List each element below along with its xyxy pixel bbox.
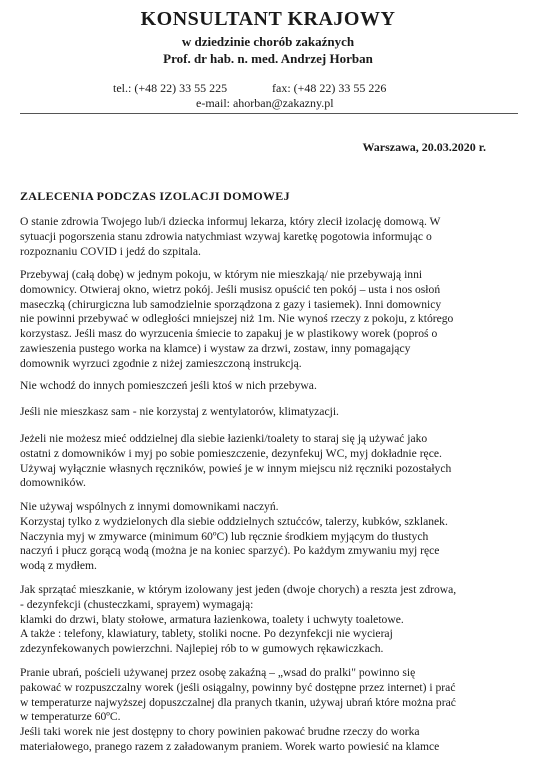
contact-fax: fax: (+48 22) 33 55 226	[272, 81, 387, 95]
paragraph-line: Korzystaj tylko z wydzielonych dla siebie oddzielnych sztućców, talerzy, kubków, szklanek.	[20, 514, 448, 528]
header-title: KONSULTANT KRAJOWY	[140, 8, 396, 30]
paragraph-1	[20, 268, 520, 372]
paragraph-line: w temperaturze 60ºC.	[20, 710, 121, 724]
document-date: Warszawa, 20.03.2020 r.	[362, 140, 486, 154]
paragraph-line: materiałowego, pranego razem z załadowanym praniem. Worek warto powiesić na klamce	[20, 739, 440, 753]
paragraph-line: rozpoznaniu COVID i jedź do szpitala.	[20, 244, 201, 258]
paragraph-0	[20, 215, 520, 259]
paragraph-line: sytuacji pogorszenia stanu zdrowia natychmiast wzywaj karetkę pogotowia informując o	[20, 229, 432, 243]
paragraph-line: O stanie zdrowia Twojego lub/i dziecka informuj lekarza, który zlecił izolację domową. W	[20, 215, 441, 228]
paragraph-line: maseczką (chirurgiczna lub samodzielnie sporządzona z gazy i tasiemek). Inni domownicy	[20, 297, 442, 311]
paragraph-line: Pranie ubrań, pościeli używanej przez osobę zakaźną – „wsad do pralki" powinno się	[20, 666, 416, 679]
paragraph-7	[20, 666, 520, 755]
paragraph-line: Jak sprzątać mieszkanie, w którym izolowany jest jeden (dwoje chorych) a reszta jest zdrowa,	[20, 583, 457, 596]
paragraph-line: Używaj wyłącznie własnych ręczników, powieś je w innym miejscu niż ręczniki pozostałych	[20, 461, 452, 475]
paragraph-line: w temperaturze najwyższej dopuszczalnej dla pranych tkanin, używaj ubrań które można prać	[20, 695, 456, 709]
contact-email: e-mail: ahorban@zakazny.pl	[196, 96, 334, 110]
paragraph-line: A także : telefony, klawiatury, tablety, stoliki nocne. Po dezynfekcji nie wycieraj	[20, 627, 393, 641]
paragraph-line: Jeśli taki worek nie jest dostępny to chory powinien pakować brudne rzeczy do worka	[20, 725, 420, 739]
paragraph-4	[20, 432, 520, 491]
paragraph-line: Przebywaj (całą dobę) w jednym pokoju, w którym nie mieszkają/ nie przebywają inni	[20, 268, 423, 281]
paragraph-line: Naczynia myj w zmywarce (minimum 60ºC) lub ręcznie środkiem myjącym do tłustych	[20, 529, 429, 543]
paragraph-line: Jeżeli nie możesz mieć oddzielnej dla siebie łazienki/toalety to staraj się ją używać jako	[20, 432, 428, 445]
paragraph-3	[20, 405, 520, 420]
paragraph-line: naczyń i płucz gorącą wodą (można je na koniec sparzyć). Po każdym zmywaniu myj ręce	[20, 544, 440, 558]
header-divider	[20, 113, 518, 114]
paragraph-line: zdezynfekowanych powierzchni. Najlepiej rób to w gumowych rękawiczkach.	[20, 642, 384, 656]
paragraph-6	[20, 583, 520, 657]
paragraph-line: ostatni z domowników i myj po sobie pomieszczenie, dezynfekuj WC, myj dokładnie ręce.	[20, 446, 442, 460]
document-heading: ZALECENIA PODCZAS IZOLACJI DOMOWEJ	[20, 189, 290, 203]
paragraph-5	[20, 500, 520, 574]
paragraph-2	[20, 379, 520, 394]
paragraph-line: Jeśli nie mieszkasz sam - nie korzystaj z wentylatorów, klimatyzacji.	[20, 405, 339, 418]
paragraph-line: domowników.	[20, 476, 86, 490]
paragraph-line: nie powinni przebywać w odległości mniejszej niż 1m. Nie wynoś rzeczy z pokoju, z którego	[20, 312, 454, 326]
header-subtitle-specialty: w dziedzinie chorób zakaźnych	[181, 34, 355, 49]
paragraph-line: - dezynfekcji (chusteczkami, sprayem) wymagają:	[20, 597, 254, 611]
paragraph-line: korzystasz. Jeśli masz do wyrzucenia śmiecie to zapakuj je w plastikowy worek (poproś o	[20, 327, 438, 341]
paragraph-line: domownicy. Otwieraj okno, wietrz pokój. Jeśli musisz opuścić ten pokój – usta i nos osłoń	[20, 282, 441, 296]
paragraph-line: wodą z mydłem.	[20, 559, 97, 573]
paragraph-line: pakować w rozpuszczalny worek (jeśli osiągalny, powinny być dostępne przez internet) i prać	[20, 680, 456, 694]
header-subtitle-name: Prof. dr hab. n. med. Andrzej Horban	[163, 51, 373, 66]
contact-phone: tel.: (+48 22) 33 55 225	[113, 81, 228, 95]
paragraph-line: Nie wchodź do innych pomieszczeń jeśli ktoś w nich przebywa.	[20, 379, 317, 392]
paragraph-line: domownik wyrzuci zgodnie z niżej zamieszczoną instrukcją.	[20, 356, 302, 370]
paragraph-line: klamki do drzwi, blaty stołowe, armatura łazienkowa, toalety i uchwyty toaletowe.	[20, 612, 404, 626]
paragraph-line: Nie używaj wspólnych z innymi domownikami naczyń.	[20, 500, 279, 513]
paragraph-line: zawieszenia pustego worka na klamce) i wystaw za drzwi, zostaw, inny pomagający	[20, 341, 411, 355]
